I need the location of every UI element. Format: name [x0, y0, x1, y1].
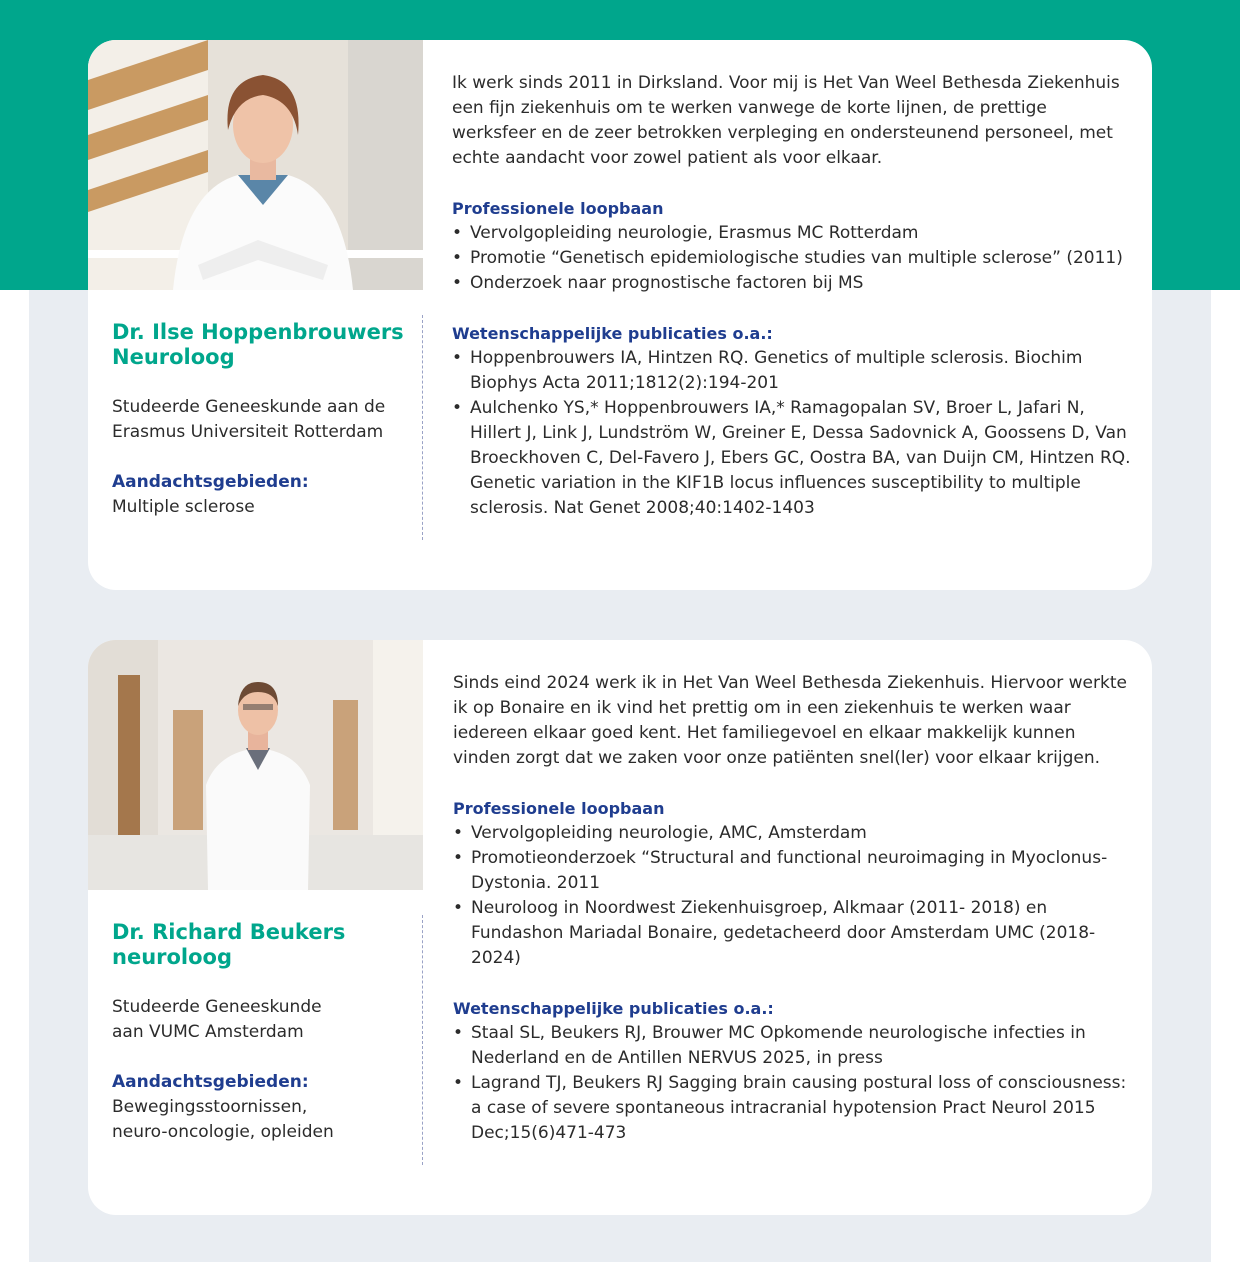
doctor-photo	[88, 40, 423, 290]
education-line: Erasmus Universiteit Rotterdam	[112, 422, 384, 442]
list-item: • Vervolgopleiding neurologie, AMC, Amsterdam	[453, 821, 1133, 846]
focus-line: Multiple sclerose	[112, 497, 255, 517]
career-heading: Professionele loopbaan	[453, 799, 665, 818]
profile-card-beukers	[88, 640, 1152, 1215]
career-heading: Professionele loopbaan	[452, 199, 664, 218]
profile-sidebar	[112, 320, 412, 520]
education-line: aan VUMC Amsterdam	[112, 1022, 304, 1042]
focus-label: Aandachtsgebieden:	[112, 472, 309, 492]
education-line: Studeerde Geneeskunde aan de	[112, 397, 386, 417]
focus-line: Bewegingsstoornissen,	[112, 1097, 308, 1117]
list-item: • Staal SL, Beukers RJ, Brouwer MC Opkomende neurologische infecties in Nederland en de Antillen NERVUS 2025, in press	[453, 1021, 1133, 1071]
doctor-photo	[88, 640, 423, 890]
intro-text: Sinds eind 2024 werk ik in Het Van Weel Bethesda Ziekenhuis. Hiervoor werkte ik op Bonaire en ik vind het prettig om in een ziekenhuis te werken waar iedereen elkaar goed kent. Het familiegevoel en elkaar makkelijk kunnen vinden zorgt dat we zaken voor onze patiënten snel(ler) voor elkaar krijgen.	[453, 673, 1127, 768]
publications-heading: Wetenschappelijke publicaties o.a.:	[453, 999, 774, 1018]
list-item: • Lagrand TJ, Beukers RJ Sagging brain causing postural loss of consciousness: a case of severe spontaneous intracranial hypotension Pract Neurol 2015 Dec;15(6)471-473	[453, 1071, 1133, 1146]
list-item: • Onderzoek naar prognostische factoren bij MS	[452, 271, 1132, 296]
career-list	[453, 821, 1133, 971]
list-item: • Neuroloog in Noordwest Ziekenhuisgroep, Alkmaar (2011- 2018) en Fundashon Mariadal Bonaire, gedetacheerd door Amsterdam UMC (2018- 2024)	[453, 896, 1133, 971]
education-line: Studeerde Geneeskunde	[112, 997, 322, 1017]
column-divider	[422, 915, 423, 1165]
publications-heading: Wetenschappelijke publicaties o.a.:	[452, 324, 773, 343]
focus-label: Aandachtsgebieden:	[112, 1072, 309, 1092]
intro-text: Ik werk sinds 2011 in Dirksland. Voor mij is Het Van Weel Bethesda Ziekenhuis een fijn ziekenhuis om te werken vanwege de korte lijnen, de prettige werksfeer en de zeer betrokken verpleging en ondersteunend personeel, met echte aandacht voor zowel patient als voor elkaar.	[452, 73, 1120, 168]
doctor-name: Dr. Ilse Hoppenbrouwers	[112, 320, 404, 344]
list-item: • Promotie “Genetisch epidemiologische studies van multiple sclerose” (2011)	[452, 246, 1132, 271]
publications-list	[452, 346, 1132, 521]
doctor-role: neuroloog	[112, 945, 233, 969]
profile-card-hoppenbrouwers	[88, 40, 1152, 590]
list-item: • Promotieonderzoek “Structural and functional neuroimaging in Myoclonus-Dystonia. 2011	[453, 846, 1133, 896]
focus-line: neuro-oncologie, opleiden	[112, 1122, 334, 1142]
career-list	[452, 221, 1132, 296]
profile-details	[452, 71, 1132, 521]
list-item: • Vervolgopleiding neurologie, Erasmus MC Rotterdam	[452, 221, 1132, 246]
doctor-role: Neuroloog	[112, 345, 235, 369]
doctor-name: Dr. Richard Beukers	[112, 920, 346, 944]
column-divider	[422, 315, 423, 540]
publications-list	[453, 1021, 1133, 1146]
list-item: • Hoppenbrouwers IA, Hintzen RQ. Genetics of multiple sclerosis. Biochim Biophys Acta 2011;1812(2):194-201	[452, 346, 1132, 396]
profile-sidebar	[112, 920, 412, 1145]
profile-details	[453, 671, 1133, 1146]
list-item: • Aulchenko YS,* Hoppenbrouwers IA,* Ramagopalan SV, Broer L, Jafari N, Hillert J, Link J, Lundström W, Greiner E, Dessa Sadovnick A, Goossens D, Van Broeckhoven C, Del-Favero J, Ebers GC, Oostra BA, van Duijn CM, Hintzen RQ. Genetic variation in the KIF1B locus influences susceptibility to multiple sclerosis. Nat Genet 2008;40:1402-1403	[452, 396, 1132, 521]
